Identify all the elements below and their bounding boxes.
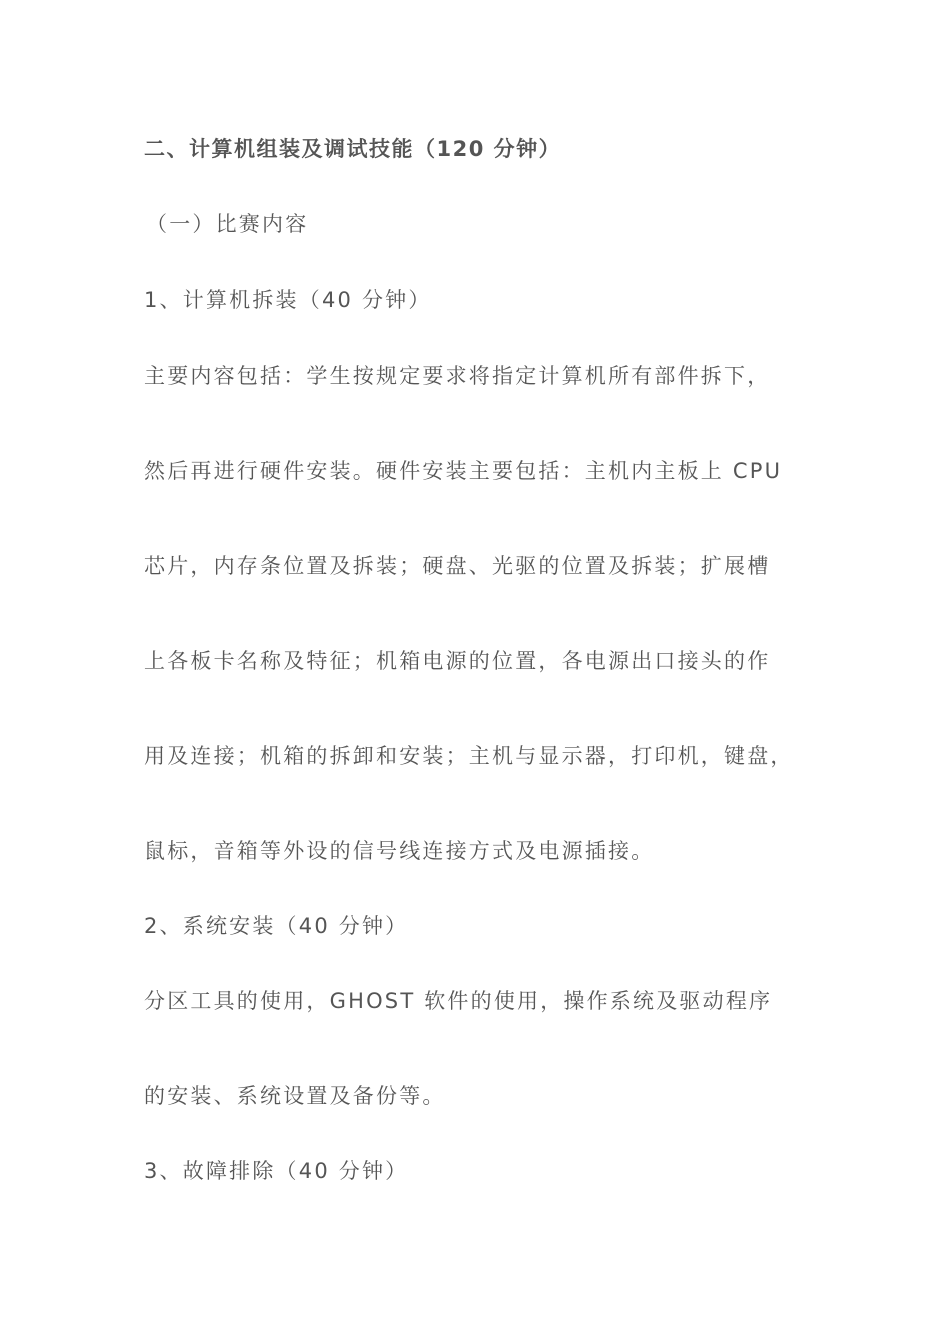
paragraph-line: 鼠标，音箱等外设的信号线连接方式及电源插接。 [144, 839, 655, 863]
paragraph-line: 然后再进行硬件安装。硬件安装主要包括：主机内主板上 CPU [144, 459, 783, 483]
paragraph-line: 的安装、系统设置及备份等。 [144, 1084, 446, 1108]
paragraph-line: 用及连接；机箱的拆卸和安装；主机与显示器，打印机，键盘， [144, 744, 794, 768]
paragraph-line: 分区工具的使用，GHOST 软件的使用，操作系统及驱动程序 [144, 989, 773, 1013]
paragraph-line: 主要内容包括：学生按规定要求将指定计算机所有部件拆下， [144, 364, 771, 388]
section3-title: 3、故障排除（40 分钟） [144, 1159, 409, 1183]
section2-title: 2、系统安装（40 分钟） [144, 914, 409, 938]
paragraph-line: 上各板卡名称及特征；机箱电源的位置，各电源出口接头的作 [144, 649, 771, 673]
section1-title: 1、计算机拆装（40 分钟） [144, 288, 432, 312]
paragraph-line: 芯片，内存条位置及拆装；硬盘、光驱的位置及拆装；扩展槽 [144, 554, 771, 578]
section-heading: 二、计算机组装及调试技能（120 分钟） [144, 137, 562, 161]
subheading: （一）比赛内容 [146, 212, 309, 236]
